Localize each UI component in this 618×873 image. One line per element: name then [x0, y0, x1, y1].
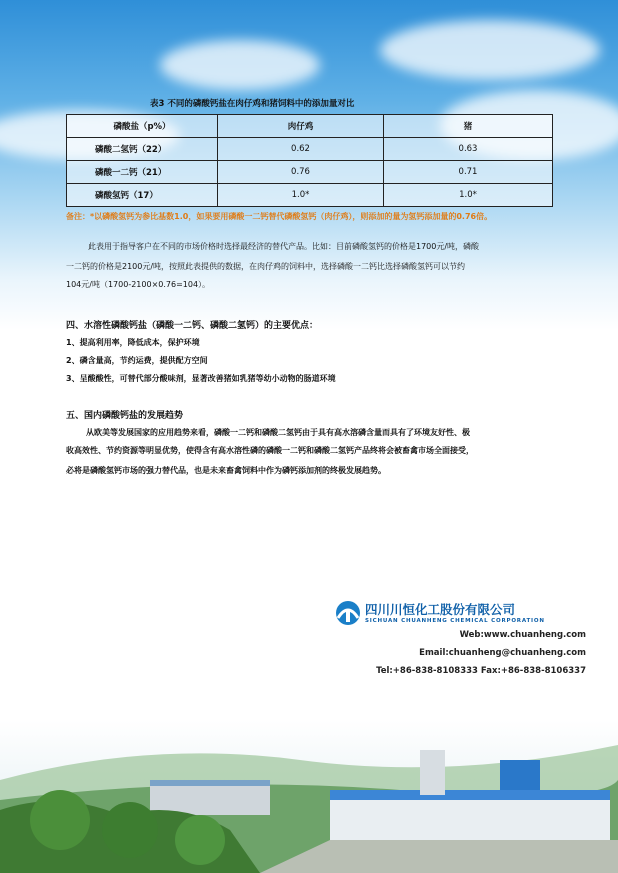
- company-name: 四川川恒化工股份有限公司: [365, 602, 516, 617]
- cell-name: 磷酸二氢钙（22）: [67, 138, 218, 161]
- table-title: 表3 不同的磷酸钙盐在肉仔鸡和猪饲料中的添加量对比: [150, 99, 355, 109]
- table-header-row: [67, 115, 553, 138]
- company-web[interactable]: Web:www.chuanheng.com: [459, 630, 586, 640]
- company-name-en: SICHUAN CHUANHENG CHEMICAL CORPORATION: [365, 618, 545, 624]
- company-tel-fax: Tel:+86-838-8108333 Fax:+86-838-8106337: [376, 666, 586, 676]
- table-note: 备注：*以磷酸氢钙为参比基数1.0，如果要用磷酸一二钙替代磷酸氢钙（肉仔鸡），则添加的量为氢钙添加量的0.76倍。: [66, 212, 493, 221]
- comparison-table: [66, 114, 553, 207]
- header-phosphate: 磷酸盐（p%）: [67, 115, 218, 138]
- section5-line-2: 收高效性、节约资源等明显优势，使得含有高水溶性磷的磷酸一二钙和磷酸二氢钙产品终将会被畜禽市场全面接受，: [66, 446, 474, 455]
- intro-line-2: 一二钙的价格是2100元/吨，按照此表提供的数据，在肉仔鸡的饲料中，选择磷酸一二钙比选择磷酸氢钙可以节约: [66, 262, 466, 271]
- section4-item-1: 1、提高利用率，降低成本，保护环境: [66, 338, 200, 347]
- section5-line-1: 从欧美等发展国家的应用趋势来看，磷酸一二钙和磷酸二氢钙由于具有高水溶磷含量而具有了环境友好性、极: [86, 428, 470, 437]
- logo-mark-icon: [335, 600, 361, 626]
- intro-line-1: 此表用于指导客户在不同的市场价格时选择最经济的替代产品。比如：目前磷酸氢钙的价格是1700元/吨，磷酸: [88, 242, 480, 251]
- factory-photo: [0, 720, 618, 873]
- table-row: [67, 161, 553, 184]
- header-broiler: 肉仔鸡: [218, 115, 384, 138]
- cell-name: 磷酸氢钙（17）: [67, 184, 218, 207]
- section5-line-3: 必将是磷酸氢钙市场的强力替代品，也是未来畜禽饲料中作为磷钙添加剂的终极发展趋势。: [66, 466, 386, 475]
- section4-item-3: 3、呈酸酸性，可替代部分酸味剂，显著改善猪如乳猪等幼小动物的肠道环境: [66, 374, 336, 383]
- cell-broiler: 1.0*: [218, 184, 384, 207]
- cell-pig: 0.71: [384, 161, 553, 184]
- cell-broiler: 0.62: [218, 138, 384, 161]
- section5-heading: 五、国内磷酸钙盐的发展趋势: [66, 411, 184, 421]
- section4-item-2: 2、磷含量高，节约运费，提供配方空间: [66, 356, 208, 365]
- cell-name: 磷酸一二钙（21）: [67, 161, 218, 184]
- cell-pig: 0.63: [384, 138, 553, 161]
- cell-pig: 1.0*: [384, 184, 553, 207]
- company-email[interactable]: Email:chuanheng@chuanheng.com: [419, 648, 586, 658]
- cell-broiler: 0.76: [218, 161, 384, 184]
- cloud: [160, 40, 320, 90]
- section4-heading: 四、水溶性磷酸钙盐（磷酸一二钙、磷酸二氢钙）的主要优点：: [66, 321, 319, 331]
- intro-line-3: 104元/吨（1700-2100×0.76=104）。: [66, 280, 211, 289]
- company-logo: [335, 600, 565, 630]
- table-row: [67, 184, 553, 207]
- table-row: [67, 138, 553, 161]
- cloud: [380, 20, 600, 80]
- header-pig: 猪: [384, 115, 553, 138]
